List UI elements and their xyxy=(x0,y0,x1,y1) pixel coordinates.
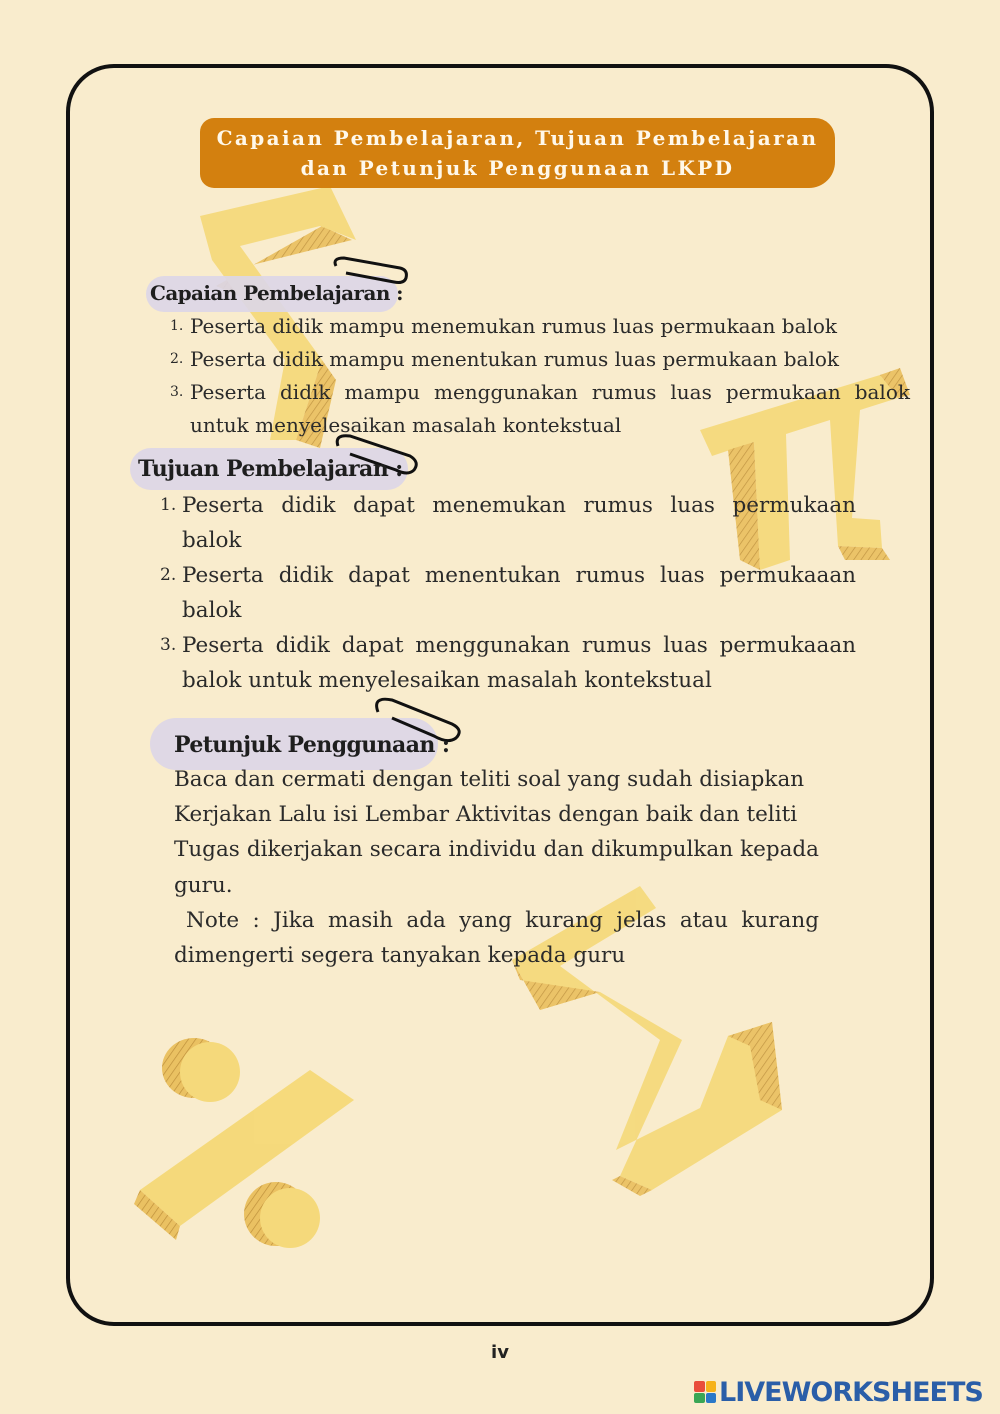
item-text: Peserta didik mampu menemukan rumus luas permukaan balok xyxy=(190,314,838,338)
list-item xyxy=(150,343,910,376)
item-number: 3. xyxy=(170,384,184,400)
instruction-line: Baca dan cermati dengan teliti soal yang sudah disiapkan xyxy=(174,767,805,792)
item-number: 3. xyxy=(160,635,177,655)
banner-title-line-1: Capaian Pembelajaran, Tujuan Pembelajaran xyxy=(216,126,819,150)
liveworksheets-watermark xyxy=(694,1375,983,1409)
page-number: iv xyxy=(491,1342,509,1363)
liveworksheets-logo-icon xyxy=(694,1381,716,1403)
title-banner xyxy=(200,118,835,188)
list-item xyxy=(150,376,910,442)
note-line: Note : Jika masih ada yang kurang jelas atau kurang dimengerti segera tanyakan kepada guru xyxy=(174,907,819,969)
item-text: Peserta didik mampu menentukan rumus luas permukaan balok xyxy=(190,347,840,371)
watermark-text: LIVEWORKSHEETS xyxy=(719,1376,983,1408)
banner-title-line-2: dan Petunjuk Penggunaan LKPD xyxy=(300,156,735,180)
petunjuk-heading: Petunjuk Penggunaan : xyxy=(174,732,450,758)
capaian-heading: Capaian Pembelajaran : xyxy=(150,281,403,305)
capaian-list xyxy=(150,310,910,442)
tujuan-list xyxy=(148,488,856,698)
item-text: Peserta didik dapat menentukan rumus luas permukaaan balok xyxy=(182,563,856,623)
list-item xyxy=(148,558,856,628)
instruction-line: Kerjakan Lalu isi Lembar Aktivitas dengan baik dan teliti xyxy=(174,802,798,828)
list-item xyxy=(148,628,856,698)
logo-tile xyxy=(706,1381,717,1392)
item-number: 1. xyxy=(160,495,177,515)
item-text: Peserta didik dapat menemukan rumus luas permukaan balok xyxy=(182,493,856,553)
item-text: Peserta didik dapat menggunakan rumus luas permukaaan balok untuk menyelesaikan masalah kontekstual xyxy=(182,633,856,693)
logo-tile xyxy=(694,1381,705,1392)
tujuan-heading: Tujuan Pembelajaran : xyxy=(138,456,403,482)
list-item xyxy=(150,310,910,343)
item-number: 1. xyxy=(170,318,184,334)
item-number: 2. xyxy=(170,351,184,367)
list-item xyxy=(148,488,856,558)
logo-tile xyxy=(694,1393,705,1404)
instruction-line: Tugas dikerjakan secara individu dan dikumpulkan kepada guru. xyxy=(174,837,819,898)
logo-tile xyxy=(706,1393,717,1404)
petunjuk-text xyxy=(174,762,819,973)
item-text: Peserta didik mampu menggunakan rumus luas permukaan balok untuk menyelesaikan masalah kontekstual xyxy=(190,380,910,437)
item-number: 2. xyxy=(160,565,177,585)
